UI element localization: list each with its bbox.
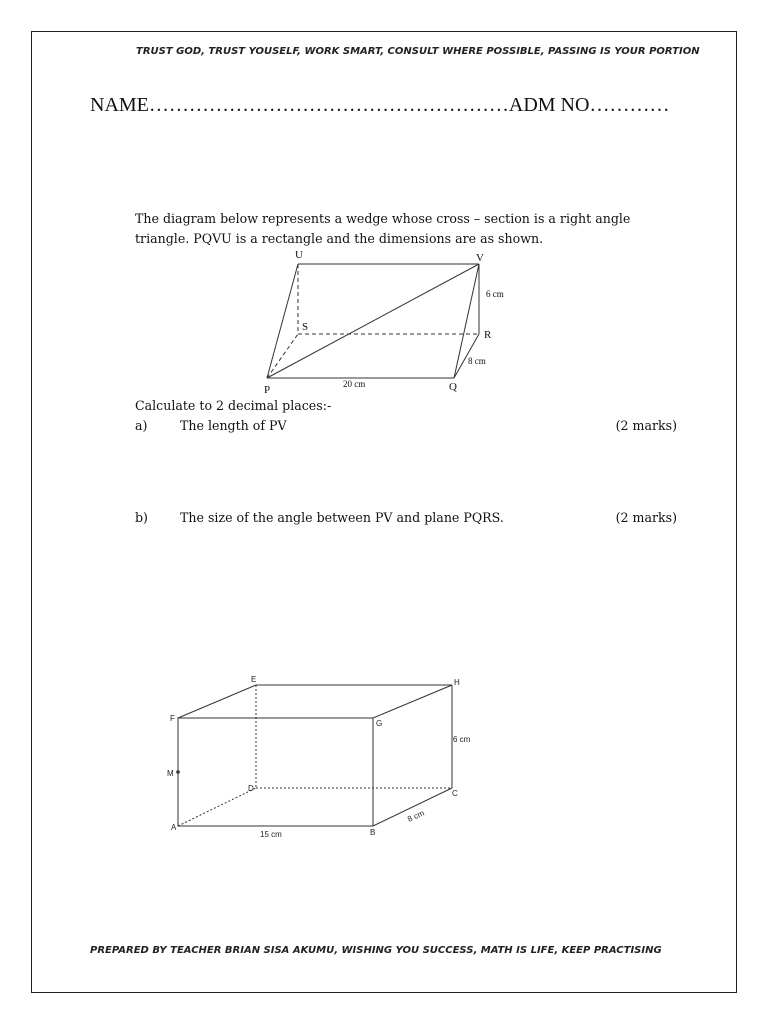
cuboid-diagram [160,670,480,845]
wedge-label-R: R [484,329,492,341]
cuboid-label-M: M [167,769,174,778]
cuboid-label-B: B [370,828,376,837]
wedge-label-P: P [264,384,271,396]
cuboid-label-F: F [170,714,175,723]
wedge-dim-length: 20 cm [343,379,366,389]
cuboid-label-D: D [248,784,254,793]
name-adm-line: NAME………………………………………………ADM NO………… [90,94,670,116]
part-a-text: The length of PV [180,418,287,433]
part-b-marks: (2 marks) [615,510,677,525]
wedge-label-S: S [302,321,309,333]
cuboid-label-A: A [171,823,177,832]
part-a-marks: (2 marks) [615,418,677,433]
question-intro: The diagram below represents a wedge whose cross – section is a right angle triangle. PQVU is a rectangle and the dimensions are as shown. [135,211,631,246]
header-motto: TRUST GOD, TRUST YOUSELF, WORK SMART, CONSULT WHERE POSSIBLE, PASSING IS YOUR PORTION [136,46,700,57]
cuboid-dim-length: 15 cm [260,830,282,839]
instruction: Calculate to 2 decimal places:- [135,398,332,413]
wedge-dim-height: 6 cm [486,289,504,299]
wedge-dim-width: 8 cm [468,356,486,366]
cuboid-dim-width: 8 cm [406,808,426,824]
wedge-label-Q: Q [449,381,457,393]
point-M-marker [176,770,180,774]
cuboid-label-C: C [452,789,458,798]
wedge-label-V: V [476,252,484,264]
wedge-label-U: U [295,249,303,261]
cuboid-label-E: E [251,675,257,684]
part-b-label: b) [135,510,148,525]
cuboid-label-G: G [376,719,383,728]
part-a-label: a) [135,418,148,433]
cuboid-dim-height: 6 cm [453,735,471,744]
wedge-diagram [255,245,515,397]
footer-note: PREPARED BY TEACHER BRIAN SISA AKUMU, WISHING YOU SUCCESS, MATH IS LIFE, KEEP PRACTISING [90,945,662,956]
part-b-text: The size of the angle between PV and plane PQRS. [180,510,504,525]
cuboid-label-H: H [454,678,460,687]
